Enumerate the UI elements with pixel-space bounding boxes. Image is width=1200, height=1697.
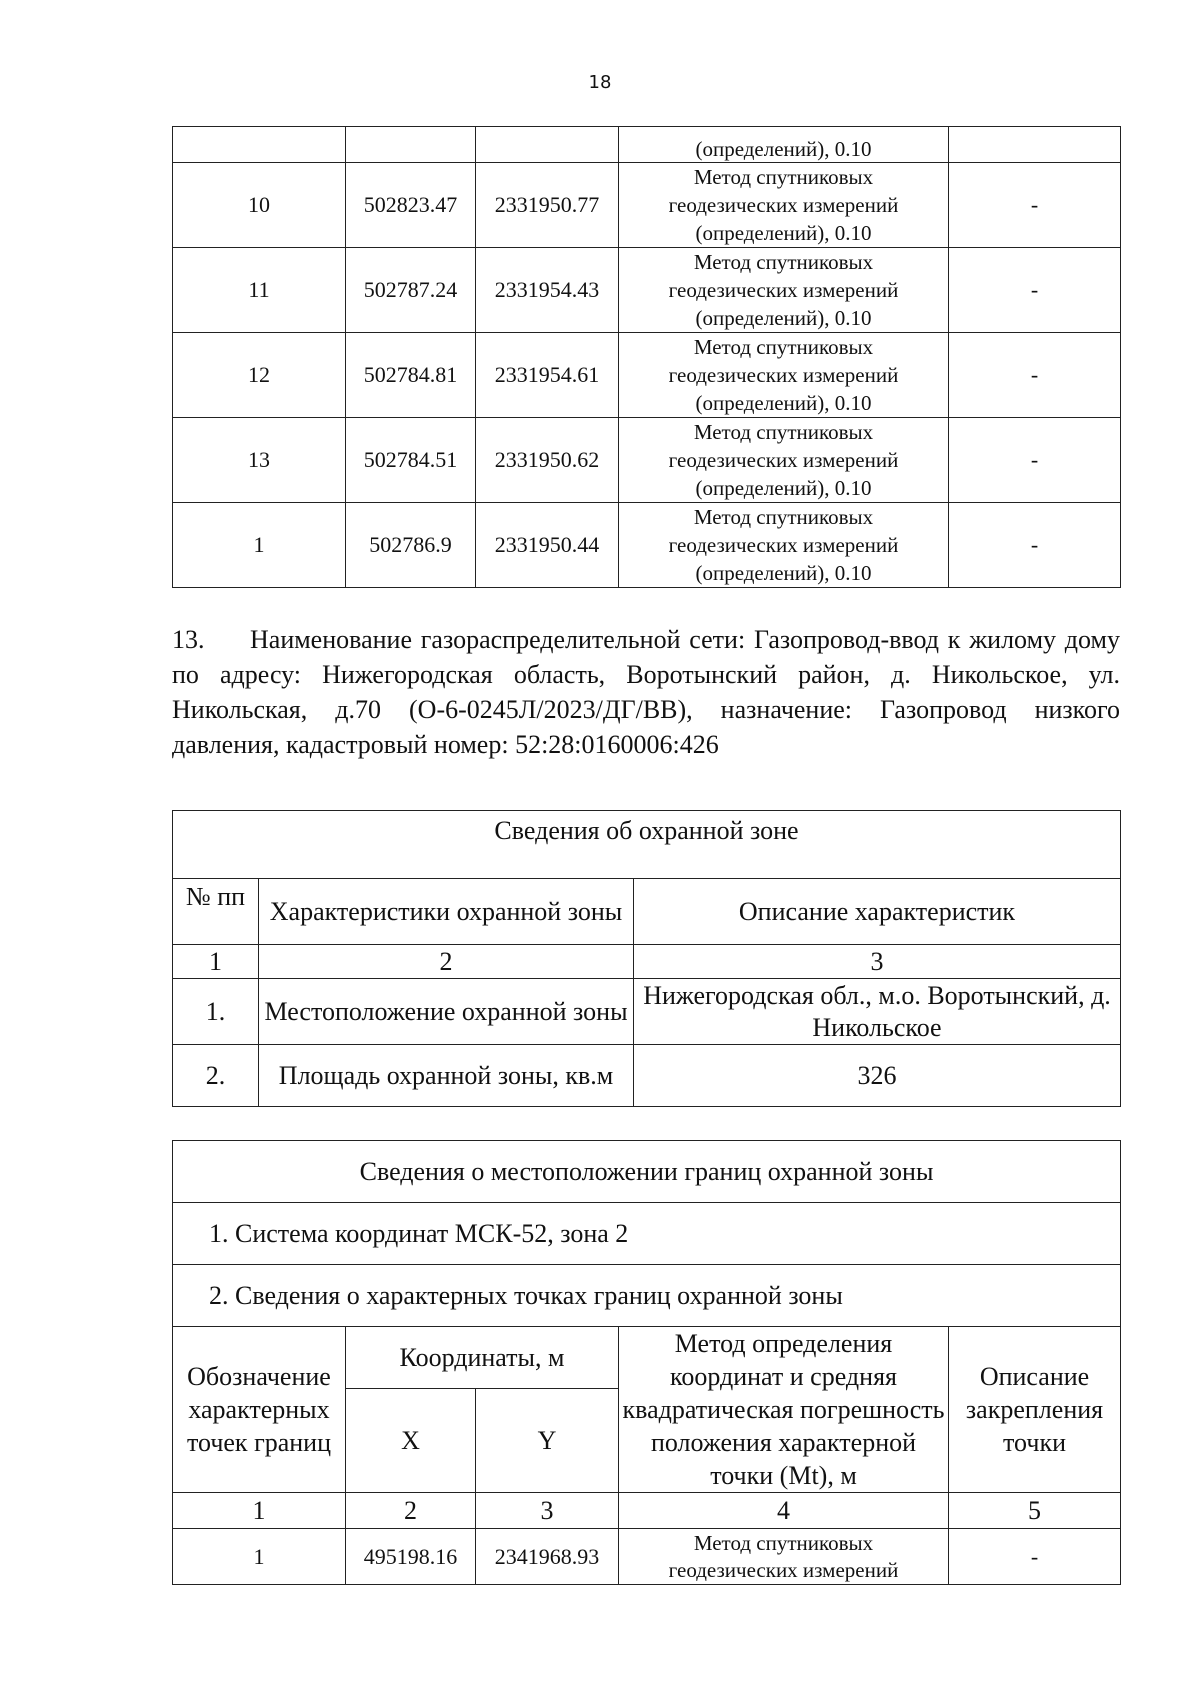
header-coordinates: Координаты, м xyxy=(346,1327,619,1389)
method-cell xyxy=(619,418,949,503)
y-cell: 2341968.93 xyxy=(476,1529,619,1585)
x-cell xyxy=(346,127,476,163)
num-cell: 2. xyxy=(173,1045,259,1107)
y-cell: 2331950.62 xyxy=(476,418,619,503)
header-characteristic: Характеристики охранной зоны xyxy=(259,879,634,945)
y-cell: 2331954.61 xyxy=(476,333,619,418)
x-cell: 502784.81 xyxy=(346,333,476,418)
coord-system-row xyxy=(173,1203,1121,1265)
method-line: (определений), 0.10 xyxy=(695,476,872,500)
characteristic-cell: Площадь охранной зоны, кв.м xyxy=(259,1045,634,1107)
method-cell xyxy=(619,333,949,418)
header-description: Описание характеристик xyxy=(634,879,1121,945)
characteristic-cell: Местоположение охранной зоны xyxy=(259,979,634,1045)
y-cell: 2331950.77 xyxy=(476,163,619,248)
index-cell: 3 xyxy=(476,1493,619,1529)
point-cell: 13 xyxy=(173,418,346,503)
table-row xyxy=(173,418,1121,503)
method-line: Метод спутниковых xyxy=(693,1530,874,1555)
description-cell xyxy=(949,127,1121,163)
y-cell: 2331950.44 xyxy=(476,503,619,588)
method-line: геодезических измерений xyxy=(668,533,899,557)
description-cell: Нижегородская обл., м.о. Воротынский, д. Никольское xyxy=(634,979,1121,1045)
page-number: 18 xyxy=(588,72,612,93)
method-line: геодезических измерений xyxy=(668,278,899,302)
description-cell: - xyxy=(949,503,1121,588)
description-cell: 326 xyxy=(634,1045,1121,1107)
index-cell: 4 xyxy=(619,1493,949,1529)
header-point-designation: Обозначение характерных точек границ xyxy=(173,1327,346,1493)
description-cell: - xyxy=(949,163,1121,248)
method-line: (определений), 0.10 xyxy=(695,561,872,585)
table-title-row xyxy=(173,1141,1121,1203)
index-row xyxy=(173,1493,1121,1529)
method-cell xyxy=(619,1529,949,1585)
method-line: (определений), 0.10 xyxy=(695,391,872,415)
coord-system: 1. Система координат МСК-52, зона 2 xyxy=(173,1203,1121,1265)
x-cell: 502787.24 xyxy=(346,248,476,333)
table-row xyxy=(173,1045,1121,1107)
section-number: 13. xyxy=(172,625,205,654)
description-cell: - xyxy=(949,248,1121,333)
section-paragraph xyxy=(172,622,1120,762)
table-title: Сведения о местоположении границ охранной зоны xyxy=(173,1141,1121,1203)
table-header-row xyxy=(173,1327,1121,1389)
method-line: Метод спутниковых xyxy=(693,250,874,274)
protected-zone-table xyxy=(172,810,1121,1107)
method-cell xyxy=(619,163,949,248)
index-cell: 1 xyxy=(173,945,259,979)
method-line: Метод спутниковых xyxy=(693,505,874,529)
header-fixing: Описание закрепления точки xyxy=(949,1327,1121,1493)
x-cell: 502786.9 xyxy=(346,503,476,588)
num-cell: 1. xyxy=(173,979,259,1045)
table-row xyxy=(173,503,1121,588)
points-heading: 2. Сведения о характерных точках границ охранной зоны xyxy=(173,1265,1121,1327)
index-cell: 3 xyxy=(634,945,1121,979)
table-title: Сведения об охранной зоне xyxy=(173,811,1121,879)
table-row xyxy=(173,163,1121,248)
table-row xyxy=(173,333,1121,418)
index-cell: 5 xyxy=(949,1493,1121,1529)
y-cell xyxy=(476,127,619,163)
method-line: Метод спутниковых xyxy=(693,335,874,359)
method-line: геодезических измерений xyxy=(668,448,899,472)
method-line: геодезических измерений xyxy=(668,193,899,217)
index-cell: 2 xyxy=(259,945,634,979)
table-title-row xyxy=(173,811,1121,879)
header-num: № пп xyxy=(173,879,259,945)
method-cell xyxy=(619,248,949,333)
description-cell: - xyxy=(949,333,1121,418)
description-cell: - xyxy=(949,418,1121,503)
index-cell: 2 xyxy=(346,1493,476,1529)
y-cell: 2331954.43 xyxy=(476,248,619,333)
point-cell: 10 xyxy=(173,163,346,248)
header-y: Y xyxy=(476,1389,619,1493)
index-cell: 1 xyxy=(173,1493,346,1529)
point-cell xyxy=(173,127,346,163)
method-line: Метод спутниковых xyxy=(693,165,874,189)
table-row xyxy=(173,127,1121,163)
method-line: Метод спутниковых xyxy=(693,420,874,444)
x-cell: 502784.51 xyxy=(346,418,476,503)
method-line: геодезических измерений xyxy=(668,363,899,387)
point-cell: 1 xyxy=(173,1529,346,1585)
method-line: (определений), 0.10 xyxy=(695,306,872,330)
coordinates-table-continuation xyxy=(172,126,1121,588)
points-heading-row xyxy=(173,1265,1121,1327)
point-cell: 11 xyxy=(173,248,346,333)
table-header-row xyxy=(173,879,1121,945)
zone-boundaries-table xyxy=(172,1140,1121,1585)
x-cell: 502823.47 xyxy=(346,163,476,248)
method-cell xyxy=(619,503,949,588)
x-cell: 495198.16 xyxy=(346,1529,476,1585)
point-cell: 1 xyxy=(173,503,346,588)
section-text: Наименование газораспределительной сети: Газопровод-ввод к жилому дому по адресу: Нижегородская область, Воротынский район, д. Никольское, ул. Никольская, д.70 (О-6-0245Л/2023/ДГ/ВВ), назначение: Газопровод низкого давления, кадастровый номер: 52:28:0160006:426 xyxy=(172,625,1120,759)
header-x: X xyxy=(346,1389,476,1493)
table-row xyxy=(173,248,1121,333)
table-row xyxy=(173,1529,1121,1585)
point-cell: 12 xyxy=(173,333,346,418)
method-cell: (определений), 0.10 xyxy=(619,127,949,163)
header-method: Метод определения координат и средняя квадратическая погрешность положения характерной точки (Mt), м xyxy=(619,1327,949,1493)
table-row xyxy=(173,979,1121,1045)
description-cell: - xyxy=(949,1529,1121,1585)
index-row xyxy=(173,945,1121,979)
method-line: геодезических измерений xyxy=(668,1557,899,1582)
method-line: (определений), 0.10 xyxy=(695,221,872,245)
